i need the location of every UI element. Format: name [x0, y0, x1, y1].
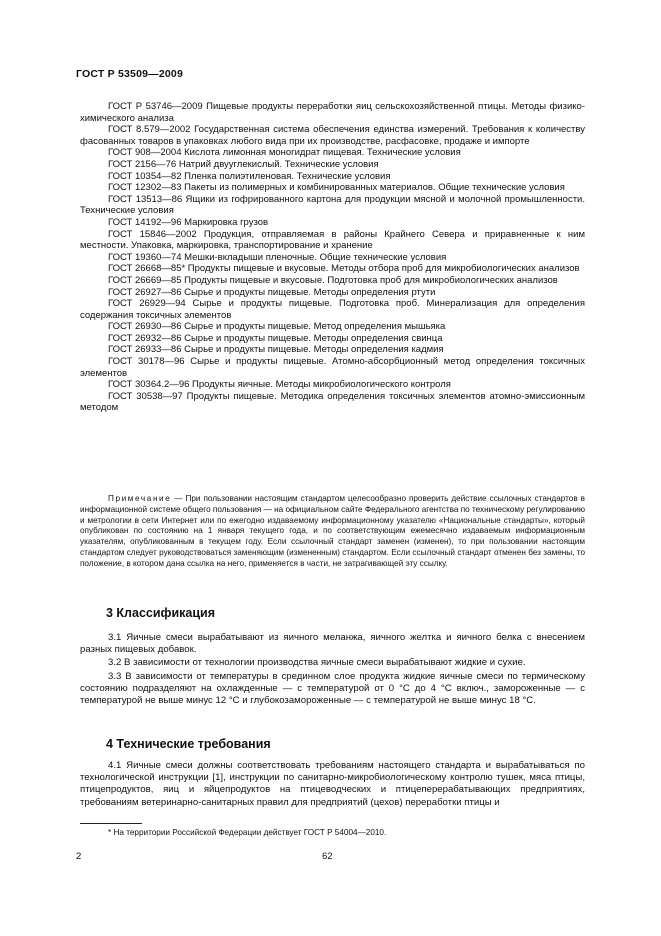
- reference-item: ГОСТ 26668—85* Продукты пищевые и вкусовые. Методы отбора проб для микробиологических анализов: [108, 263, 580, 275]
- paragraph: 3.1 Яичные смеси вырабатывают из яичного меланжа, яичного желтка и яичного белка с внесением разных пищевых добавок.: [80, 632, 585, 656]
- reference-item: ГОСТ 26932—86 Сырье и продукты пищевые. Методы определения свинца: [108, 332, 443, 344]
- reference-item: ГОСТ 15846—2002 Продукция, отправляемая в районы Крайнего Севера и приравненные к ним местности. Упаковка, маркировка, транспортирование и хранение: [80, 228, 585, 252]
- reference-item: ГОСТ 19360—74 Мешки-вкладыши пленочные. Общие технические условия: [108, 251, 447, 263]
- note-paragraph: [80, 494, 585, 570]
- reference-item: ГОСТ 10354—82 Пленка полиэтиленовая. Технические условия: [108, 170, 391, 182]
- paragraph: 3.3 В зависимости от температуры в срединном слое продукта жидкие яичные смеси по термическому состоянию подразделяют на охлажденные — с температурой от 0 °С до 4 °С включ., замороженные — с температурой не выше минус 12 °С и глубокозамороженные — с температурой не выше минус 18 °С.: [80, 670, 585, 707]
- reference-item: ГОСТ 2156—76 Натрий двууглекислый. Технические условия: [108, 158, 379, 170]
- reference-item: ГОСТ 30178—96 Сырье и продукты пищевые. Атомно-абсорбционный метод определения токсичных элементов: [80, 356, 585, 379]
- section-4-body: [80, 760, 585, 809]
- reference-item: ГОСТ 13513—86 Ящики из гофрированного картона для продукции мясной и молочной промышленности. Технические условия: [80, 193, 585, 217]
- reference-item: ГОСТ 26929—94 Сырье и продукты пищевые. Подготовка проб. Минерализация для определения содержания токсичных элементов: [80, 298, 585, 321]
- page-number-center: 62: [322, 851, 333, 862]
- section-4-heading: 4 Технические требования: [106, 737, 271, 751]
- reference-item: ГОСТ 12302—83 Пакеты из полимерных и комбинированных материалов. Общие технические условия: [108, 182, 565, 194]
- paragraph: 4.1 Яичные смеси должны соответствовать требованиям настоящего стандарта и вырабатываться по технологической инструкции [1], инструкции по санитарно-микробиологическому контролю тушек, мяса птицы, птицепродуктов, яиц и яйцепродуктов на птицеводческих и птицеперерабатывающих предприятиях, требованиям ветеринарно-санитарных правил для предприятий (цехов) переработки птицы и: [80, 760, 585, 808]
- reference-item: ГОСТ 30364.2—96 Продукты яичные. Методы микробиологического контроля: [108, 379, 451, 391]
- reference-item: ГОСТ 8.579—2002 Государственная система обеспечения единства измерений. Требования к количеству фасованных товаров в упаковках любого вида при их производстве, расфасовке, продаже и импорте: [80, 124, 585, 147]
- reference-item: ГОСТ Р 53746—2009 Пищевые продукты переработки яиц сельскохозяйственной птицы. Методы физико-химического анализа: [80, 101, 585, 124]
- reference-item: ГОСТ 30538—97 Продукты пищевые. Методика определения токсичных элементов атомно-эмиссионным методом: [80, 390, 585, 414]
- reference-item: ГОСТ 26933—86 Сырье и продукты пищевые. Методы определения кадмия: [108, 344, 444, 356]
- section-3-body: [80, 632, 585, 708]
- reference-item: ГОСТ 14192—96 Маркировка грузов: [108, 216, 269, 228]
- section-3-heading: 3 Классификация: [106, 606, 216, 620]
- reference-item: ГОСТ 26927—86 Сырье и продукты пищевые. Методы определения ртути: [108, 286, 436, 298]
- footnote: * На территории Российской Федерации действует ГОСТ Р 54004—2010.: [108, 828, 387, 837]
- paragraph: 3.2 В зависимости от технологии производства яичные смеси вырабатывают жидкие и сухие.: [108, 657, 526, 669]
- note-text: — При пользовании настоящим стандартом целесообразно проверить действие ссылочных стандартов в информационной системе общего пользования — на официальном сайте Федерального агентства по техническому регулированию и метрологии в сети Интернет или по ежегодно издаваемому информационному указателю «Национальные стандарты», который опубликован по состоянию на 1 января текущего года, и по соответствующим ежемесячно издаваемым информационным указателям, опубликованным в текущем году. Если ссылочный стандарт заменен (изменен), то при пользовании настоящим стандартом следует руководствоваться заменяющим (измененным) стандартом. Если ссылочный стандарт отменен без замены, то положение, в котором дана ссылка на него, применяется в части, не затрагивающей эту ссылку.: [80, 494, 585, 568]
- reference-item: ГОСТ 26669—85 Продукты пищевые и вкусовые. Подготовка проб для микробиологических анализов: [108, 274, 558, 286]
- page-number: 2: [76, 851, 82, 862]
- note-label: Примечание: [108, 494, 172, 503]
- normative-references-list: [80, 101, 585, 414]
- note-block: [80, 494, 585, 570]
- document-header: ГОСТ Р 53509—2009: [76, 68, 184, 80]
- footnote-separator: [80, 823, 142, 824]
- reference-item: ГОСТ 908—2004 Кислота лимонная моногидрат пищевая. Технические условия: [108, 147, 461, 159]
- reference-item: ГОСТ 26930—86 Сырье и продукты пищевые. Метод определения мышьяка: [108, 321, 446, 333]
